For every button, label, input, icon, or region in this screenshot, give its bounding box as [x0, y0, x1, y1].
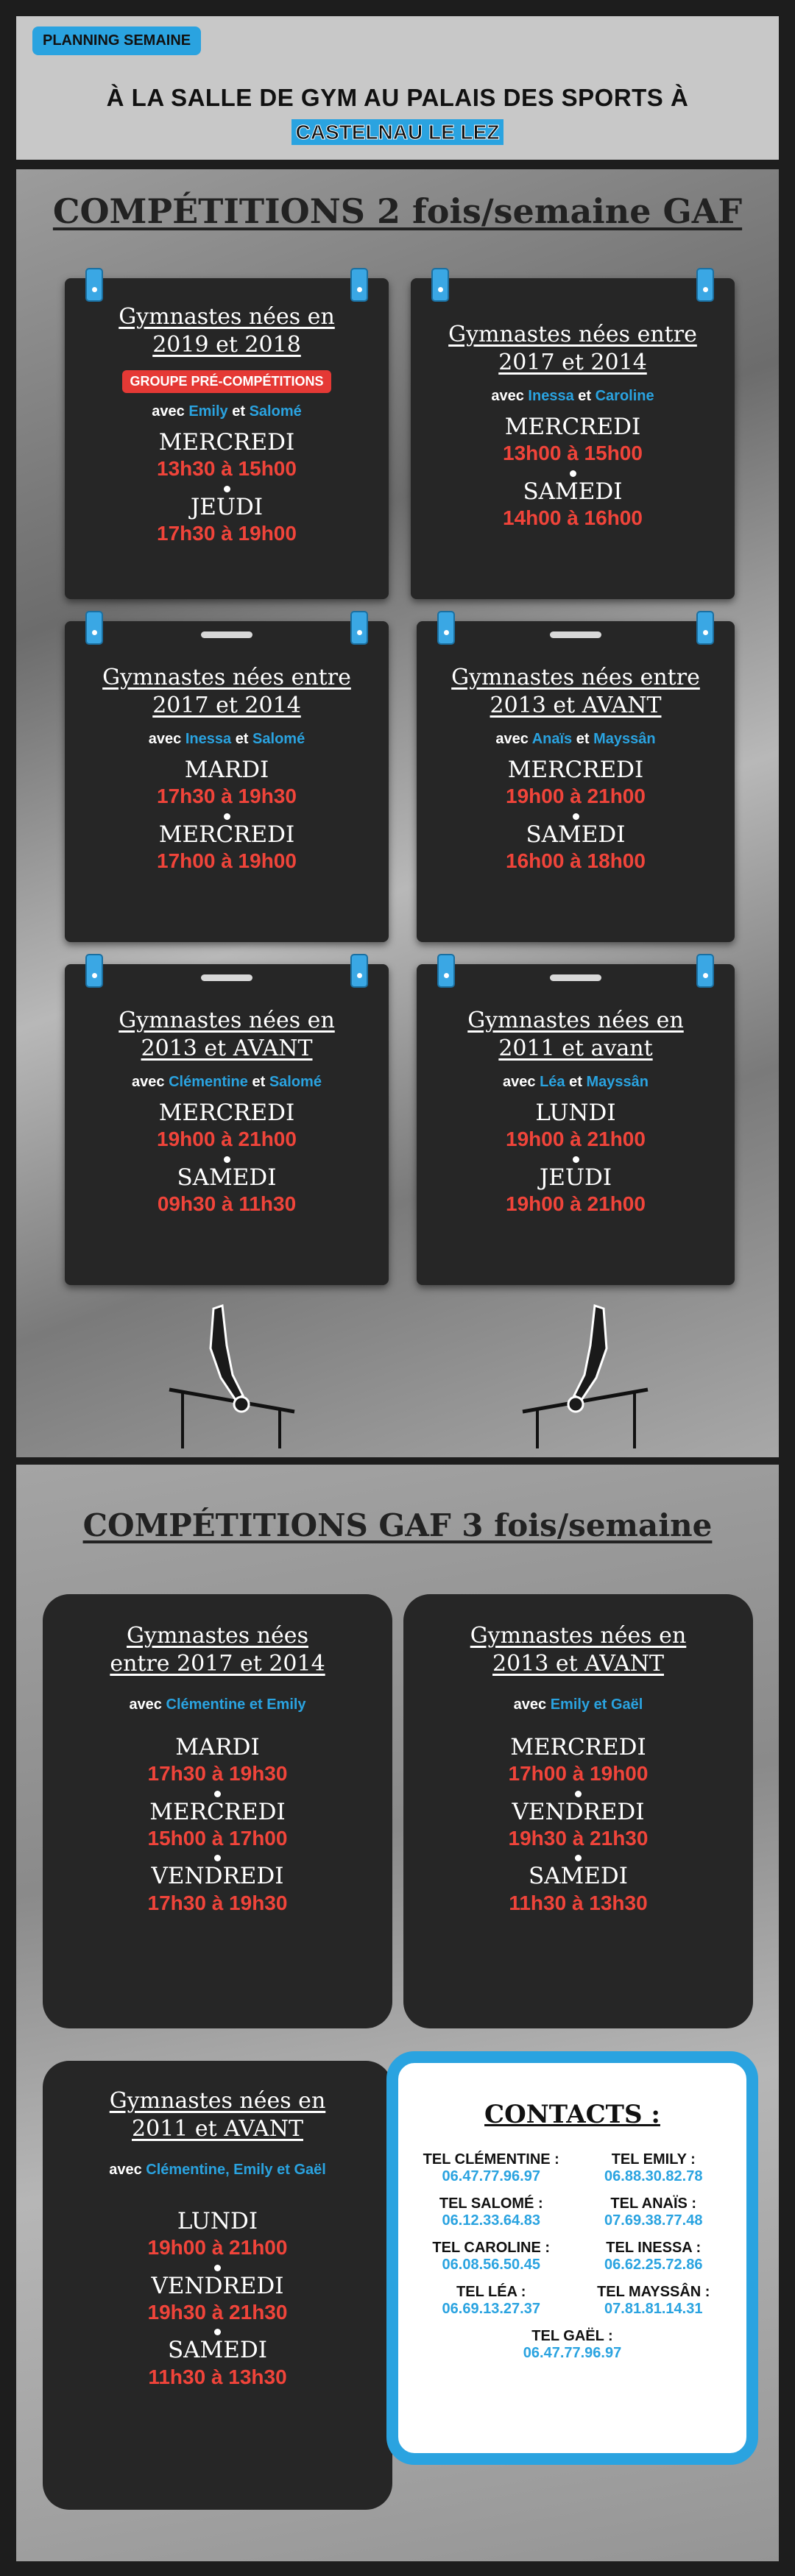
separator-dot — [214, 2329, 221, 2335]
day-label: MERCREDI — [507, 756, 644, 783]
location-highlight: CASTELNAU LE LEZ — [292, 119, 504, 145]
time-label: 19h00 à 21h00 — [147, 2235, 288, 2259]
day-label: JEUDI — [539, 1164, 612, 1191]
day-label: MERCREDI — [158, 1099, 295, 1126]
hanger-slot — [201, 974, 252, 981]
time-label: 11h30 à 13h30 — [148, 2365, 287, 2388]
contact-item: TEL CLÉMENTINE : 06.47.77.96.97 — [410, 2151, 573, 2185]
card-title: Gymnastes nées entre 2017 et 2014 — [102, 665, 351, 719]
pin-icon — [437, 954, 455, 988]
phone-number[interactable]: 07.69.38.77.48 — [604, 2212, 703, 2229]
time-label: 13h00 à 15h00 — [503, 441, 643, 464]
separator-dot — [224, 1156, 230, 1163]
pin-icon — [85, 611, 103, 645]
time-label: 17h30 à 19h30 — [147, 1761, 288, 1785]
time-label: 19h00 à 21h00 — [506, 1192, 646, 1215]
contact-item: TEL GAËL : 06.47.77.96.97 — [398, 2328, 746, 2362]
separator-dot — [214, 2265, 221, 2271]
gymnast-left-icon — [162, 1301, 317, 1448]
day-label: MERCREDI — [158, 428, 295, 456]
separator-dot — [573, 1156, 579, 1163]
pin-icon — [696, 954, 714, 988]
contact-item: TEL INESSA : 06.62.25.72.86 — [573, 2240, 735, 2274]
header-location — [16, 121, 779, 144]
time-label: 15h00 à 17h00 — [147, 1826, 288, 1850]
time-label: 17h30 à 19h30 — [157, 784, 297, 807]
pin-icon — [350, 268, 368, 302]
card-title: Gymnastes nées en 2013 et AVANT — [470, 1623, 687, 1677]
time-label: 19h30 à 21h30 — [147, 2300, 288, 2324]
day-label: MARDI — [175, 1733, 260, 1761]
coaches-line: avec Inessa et Salomé — [148, 730, 305, 747]
planning-badge: PLANNING SEMAINE — [32, 26, 201, 55]
schedule-card — [43, 1594, 392, 2028]
time-label: 17h00 à 19h00 — [508, 1761, 649, 1785]
day-label: SAMEDI — [167, 2337, 268, 2364]
hanger-slot — [201, 631, 252, 638]
contact-item: TEL MAYSSÂN : 07.81.81.14.31 — [573, 2284, 735, 2318]
day-label: VENDREDI — [512, 1798, 645, 1825]
day-label: MERCREDI — [158, 821, 295, 848]
header-banner — [16, 16, 779, 160]
separator-dot — [575, 1791, 582, 1797]
contacts-title: CONTACTS : — [484, 2100, 660, 2129]
card-title: Gymnastes nées entre 2017 et 2014 — [110, 1623, 325, 1677]
coaches-line: avec Inessa et Caroline — [491, 387, 654, 404]
day-label: SAMEDI — [523, 478, 623, 505]
pin-icon — [85, 268, 103, 302]
day-label: MARDI — [184, 756, 269, 783]
separator-dot — [570, 470, 576, 477]
coaches-line: avec Clémentine, Emily et Gaël — [109, 2161, 326, 2178]
header-line1: À LA SALLE DE GYM AU PALAIS DES SPORTS À — [106, 84, 689, 111]
pin-icon — [437, 611, 455, 645]
gymnast-right-icon — [501, 1301, 655, 1448]
schedule-card — [417, 621, 735, 942]
day-label: MERCREDI — [149, 1798, 286, 1825]
schedule-card — [65, 278, 389, 599]
phone-number[interactable]: 06.12.33.64.83 — [442, 2212, 540, 2229]
card-title: Gymnastes nées en 2019 et 2018 — [119, 304, 335, 358]
pin-icon — [696, 611, 714, 645]
day-label: LUNDI — [177, 2207, 258, 2234]
day-label: VENDREDI — [151, 2272, 284, 2299]
phone-number[interactable]: 06.47.77.96.97 — [523, 2345, 622, 2361]
day-label: MERCREDI — [510, 1733, 646, 1761]
time-label: 17h30 à 19h00 — [157, 521, 297, 545]
phone-number[interactable]: 06.69.13.27.37 — [442, 2301, 540, 2317]
coaches-line: avec Emily et Gaël — [513, 1696, 643, 1713]
phone-number[interactable]: 07.81.81.14.31 — [604, 2301, 703, 2317]
pin-icon — [350, 611, 368, 645]
time-label: 19h00 à 21h00 — [506, 784, 646, 807]
time-label: 19h00 à 21h00 — [157, 1127, 297, 1150]
pin-icon — [431, 268, 449, 302]
time-label: 16h00 à 18h00 — [506, 849, 646, 872]
schedule-card — [43, 2061, 392, 2510]
card-title: Gymnastes nées entre 2017 et 2014 — [448, 322, 697, 376]
schedule-card — [65, 964, 389, 1285]
card-title: Gymnastes nées en 2011 et AVANT — [109, 2088, 326, 2142]
contact-item: TEL EMILY : 06.88.30.82.78 — [573, 2151, 735, 2185]
schedule-card — [411, 278, 735, 599]
day-label: VENDREDI — [151, 1863, 284, 1890]
section1-title: COMPÉTITIONS 2 fois/semaine GAF — [52, 191, 743, 231]
contacts-card — [386, 2051, 758, 2465]
time-label: 19h00 à 21h00 — [506, 1127, 646, 1150]
pre-competition-tag: GROUPE PRÉ-COMPÉTITIONS — [122, 370, 331, 393]
day-label: JEUDI — [190, 493, 264, 520]
contact-item: TEL LÉA : 06.69.13.27.37 — [410, 2284, 573, 2318]
pin-icon — [696, 268, 714, 302]
pin-icon — [350, 954, 368, 988]
card-title: Gymnastes nées entre 2013 et AVANT — [451, 665, 700, 719]
contact-item: TEL ANAÏS : 07.69.38.77.48 — [573, 2195, 735, 2229]
hanger-slot — [550, 631, 601, 638]
coaches-line: avec Clémentine et Salomé — [132, 1073, 322, 1090]
time-label: 17h30 à 19h30 — [147, 1891, 288, 1914]
coaches-line: avec Clémentine et Emily — [129, 1696, 306, 1713]
day-label: SAMEDI — [526, 821, 626, 848]
phone-number[interactable]: 06.62.25.72.86 — [604, 2257, 703, 2273]
section2-title: COMPÉTITIONS GAF 3 fois/semaine — [82, 1507, 713, 1543]
time-label: 19h30 à 21h30 — [508, 1826, 649, 1850]
separator-dot — [224, 813, 230, 820]
time-label: 17h00 à 19h00 — [157, 849, 297, 872]
contact-item: TEL CAROLINE : 06.08.56.50.45 — [410, 2240, 573, 2274]
separator-dot — [573, 813, 579, 820]
schedule-card — [417, 964, 735, 1285]
phone-number[interactable]: 06.47.77.96.97 — [442, 2168, 540, 2184]
coaches-line: avec Emily et Salomé — [152, 403, 302, 420]
day-label: SAMEDI — [177, 1164, 277, 1191]
card-title: Gymnastes nées en 2011 et avant — [467, 1008, 684, 1062]
phone-number[interactable]: 06.88.30.82.78 — [604, 2168, 703, 2184]
day-label: MERCREDI — [504, 413, 641, 440]
phone-number[interactable]: 06.08.56.50.45 — [442, 2257, 540, 2273]
day-label: LUNDI — [535, 1099, 616, 1126]
day-label: SAMEDI — [528, 1863, 629, 1890]
separator-dot — [214, 1791, 221, 1797]
separator-dot — [575, 1855, 582, 1861]
hanger-slot — [550, 974, 601, 981]
schedule-card — [65, 621, 389, 942]
pin-icon — [85, 954, 103, 988]
contacts-grid — [398, 2151, 746, 2318]
separator-dot — [224, 486, 230, 492]
coaches-line: avec Léa et Mayssân — [503, 1073, 649, 1090]
time-label: 09h30 à 11h30 — [157, 1192, 297, 1215]
separator-dot — [214, 1855, 221, 1861]
coaches-line: avec Anaïs et Mayssân — [495, 730, 656, 747]
time-label: 13h30 à 15h00 — [157, 456, 297, 480]
time-label: 11h30 à 13h30 — [509, 1891, 648, 1914]
contact-item: TEL SALOMÉ : 06.12.33.64.83 — [410, 2195, 573, 2229]
card-title: Gymnastes nées en 2013 et AVANT — [119, 1008, 335, 1062]
schedule-card — [403, 1594, 753, 2028]
time-label: 14h00 à 16h00 — [503, 506, 643, 529]
